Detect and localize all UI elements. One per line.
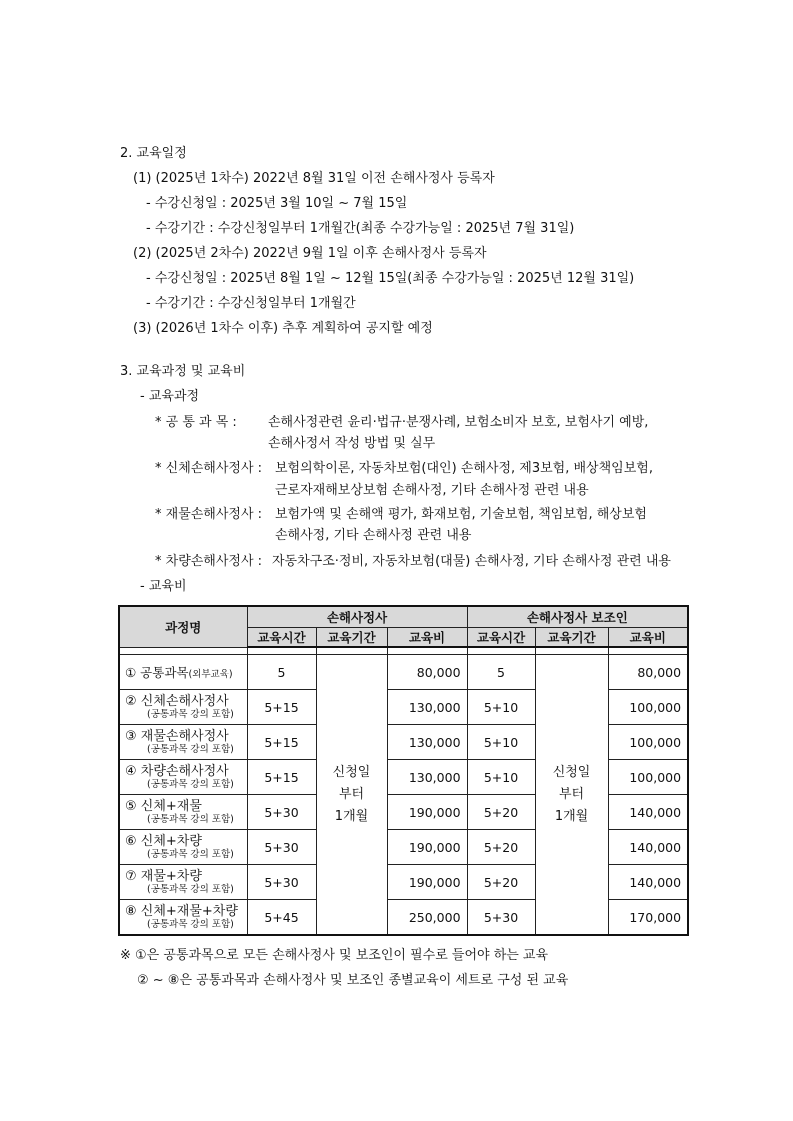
assistant-hours: 5+10 <box>467 725 535 760</box>
assistant-fee: 100,000 <box>608 690 688 725</box>
assistant-fee: 140,000 <box>608 830 688 865</box>
assistant-hours: 5+30 <box>467 900 535 936</box>
course-name-cell: ⑥ 신체+차량 (공통과목 강의 포함) <box>119 830 247 865</box>
assistant-hours: 5 <box>467 655 535 690</box>
courses-subheading: - 교육과정 <box>140 389 200 404</box>
note-2: ② ~ ⑧은 공통과목과 손해사정사 및 보조인 종별교육이 세트로 구성 된 교육 <box>137 973 569 988</box>
table-spacer <box>119 647 688 655</box>
adjuster-hours: 5+30 <box>247 795 316 830</box>
assistant-hours: 5+20 <box>467 795 535 830</box>
adjuster-fee: 80,000 <box>387 655 467 690</box>
group-assistant: 손해사정사 보조인 <box>467 606 688 628</box>
adjuster-hours: 5+15 <box>247 760 316 795</box>
body-label: * 신체손해사정사 : <box>155 461 263 476</box>
course-note: (외부교육) <box>188 669 233 680</box>
assistant-fee: 100,000 <box>608 725 688 760</box>
assistant-fee: 80,000 <box>608 655 688 690</box>
property-line1: 보험가액 및 손해액 평가, 화재보험, 기술보험, 책임보험, 해상보험 <box>275 507 647 522</box>
note-1: ※ ①은 공통과목으로 모든 손해사정사 및 보조인이 필수로 들어야 하는 교육 <box>120 948 549 963</box>
adjuster-fee: 190,000 <box>387 830 467 865</box>
body-line2: 근로자재해보상보험 손해사정, 기타 손해사정 관련 내용 <box>275 483 589 498</box>
col-adjuster-hours: 교육시간 <box>247 628 316 648</box>
vehicle-line1: 자동차구조·정비, 자동차보험(대물) 손해사정, 기타 손해사정 관련 내용 <box>272 554 671 569</box>
round1-apply: - 수강신청일 : 2025년 3월 10일 ~ 7월 15일 <box>146 196 408 211</box>
assistant-fee: 100,000 <box>608 760 688 795</box>
course-name-cell: ⑦ 재물+차량 (공통과목 강의 포함) <box>119 865 247 900</box>
adjuster-fee: 190,000 <box>387 795 467 830</box>
fee-heading: - 교육비 <box>140 579 187 594</box>
assistant-fee: 170,000 <box>608 900 688 936</box>
course-name: ① 공통과목 <box>125 665 189 680</box>
property-label: * 재물손해사정사 : <box>155 507 263 522</box>
adjuster-fee: 130,000 <box>387 760 467 795</box>
adjuster-fee: 130,000 <box>387 690 467 725</box>
course-name-cell: ④ 차량손해사정사 (공통과목 강의 포함) <box>119 760 247 795</box>
adjuster-hours: 5 <box>247 655 316 690</box>
round2-apply: - 수강신청일 : 2025년 8월 1일 ~ 12월 15일(최종 수강가능일 : 2025년 12월 31일) <box>146 271 635 286</box>
adjuster-fee: 190,000 <box>387 865 467 900</box>
col-assistant-hours: 교육시간 <box>467 628 535 648</box>
adjuster-period: 신청일 부터 1개월 <box>316 655 387 936</box>
table-row <box>119 655 688 690</box>
assistant-hours: 5+10 <box>467 760 535 795</box>
col-assistant-fee: 교육비 <box>608 628 688 648</box>
vehicle-label: * 차량손해사정사 : <box>155 554 263 569</box>
assistant-fee: 140,000 <box>608 865 688 900</box>
schedule-heading: 2. 교육일정 <box>120 146 187 161</box>
col-adjuster-period: 교육기간 <box>316 628 387 648</box>
property-line2: 손해사정, 기타 손해사정 관련 내용 <box>275 528 472 543</box>
round3: (3) (2026년 1차수 이후) 추후 계획하여 공지할 예정 <box>133 321 433 336</box>
col-adjuster-fee: 교육비 <box>387 628 467 648</box>
adjuster-fee: 130,000 <box>387 725 467 760</box>
courses-heading: 3. 교육과정 및 교육비 <box>120 364 246 379</box>
adjuster-fee: 250,000 <box>387 900 467 936</box>
course-name-cell <box>119 655 247 690</box>
course-name-cell: ⑧ 신체+재물+차량 (공통과목 강의 포함) <box>119 900 247 936</box>
assistant-fee: 140,000 <box>608 795 688 830</box>
group-adjuster: 손해사정사 <box>247 606 467 628</box>
body-line1: 보험의학이론, 자동차보험(대인) 손해사정, 제3보험, 배상책임보험, <box>275 461 653 476</box>
assistant-hours: 5+20 <box>467 830 535 865</box>
common-line2: 손해사정서 작성 방법 및 실무 <box>268 436 436 451</box>
course-name-cell: ⑤ 신체+재물 (공통과목 강의 포함) <box>119 795 247 830</box>
assistant-hours: 5+20 <box>467 865 535 900</box>
round2-title: (2) (2025년 2차수) 2022년 9월 1일 이후 손해사정사 등록자 <box>133 246 487 261</box>
adjuster-hours: 5+30 <box>247 830 316 865</box>
adjuster-hours: 5+15 <box>247 690 316 725</box>
col-assistant-period: 교육기간 <box>535 628 608 648</box>
assistant-hours: 5+10 <box>467 690 535 725</box>
course-name-cell: ② 신체손해사정사 (공통과목 강의 포함) <box>119 690 247 725</box>
round1-title: (1) (2025년 1차수) 2022년 8월 31일 이전 손해사정사 등록자 <box>133 171 495 186</box>
adjuster-hours: 5+45 <box>247 900 316 936</box>
round1-period: - 수강기간 : 수강신청일부터 1개월간(최종 수강가능일 : 2025년 7월 31일) <box>146 221 575 236</box>
common-label: * 공 통 과 목 : <box>155 415 237 430</box>
round2-period: - 수강기간 : 수강신청일부터 1개월간 <box>146 296 356 311</box>
course-name-cell: ③ 재물손해사정사 (공통과목 강의 포함) <box>119 725 247 760</box>
common-line1: 손해사정관련 윤리·법규·분쟁사례, 보험소비자 보호, 보험사기 예방, <box>268 415 649 430</box>
adjuster-hours: 5+15 <box>247 725 316 760</box>
fee-table <box>118 605 689 936</box>
col-course-name: 과정명 <box>119 606 247 647</box>
assistant-period: 신청일 부터 1개월 <box>535 655 608 936</box>
adjuster-hours: 5+30 <box>247 865 316 900</box>
